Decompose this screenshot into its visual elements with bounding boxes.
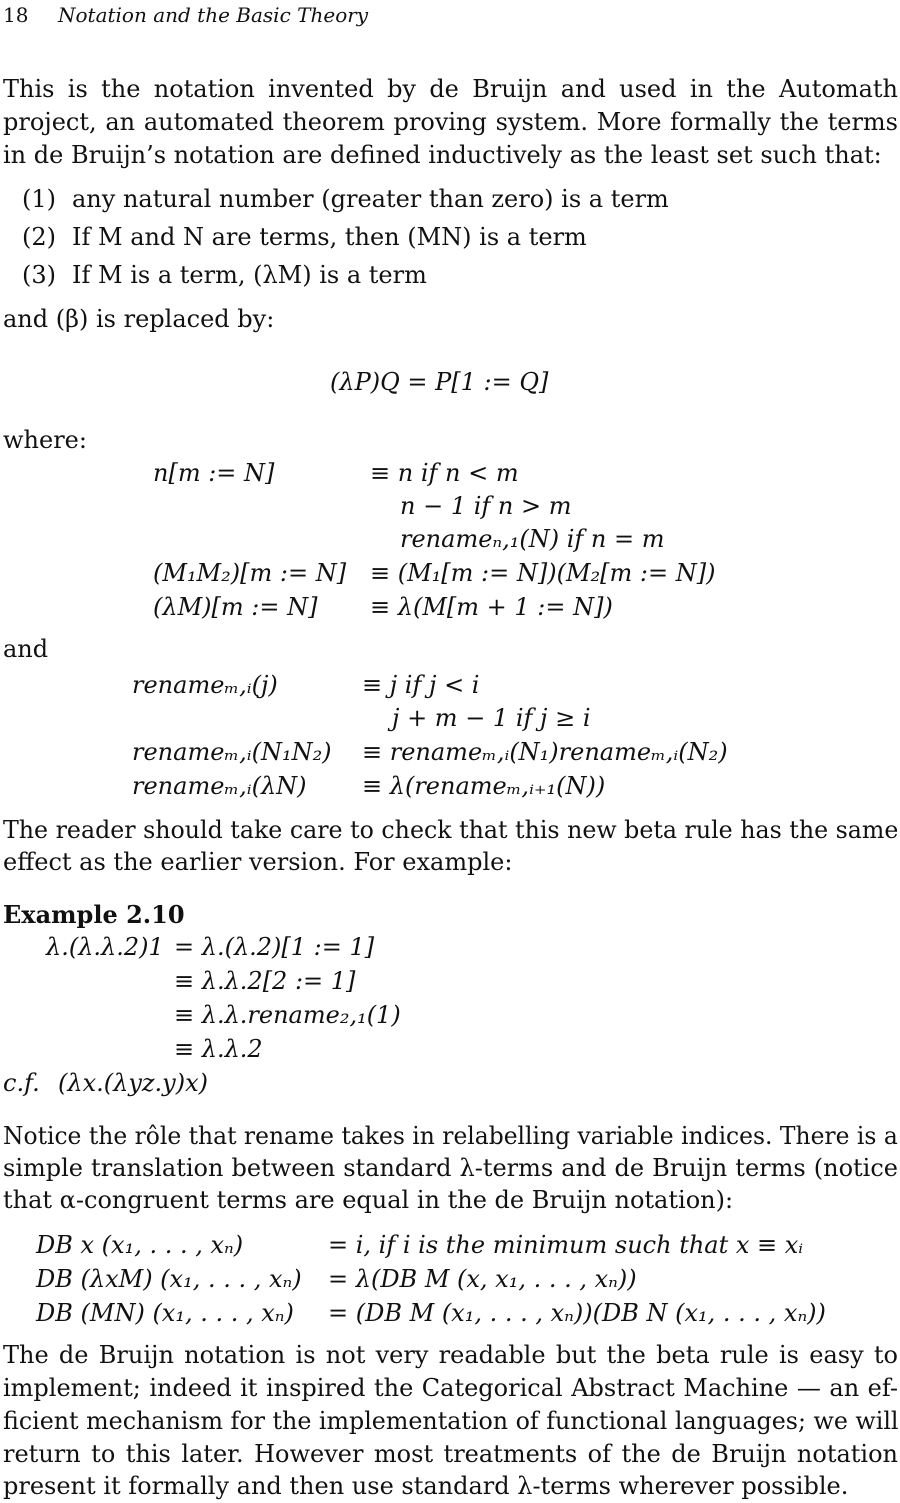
rename-def-rhs: ≡ renameₘ,ᵢ(N₁)renameₘ,ᵢ(N₂) [362,738,728,766]
example-step: ≡ λ.λ.rename₂,₁(1) [174,1001,401,1029]
rename-def-rhs: ≡ j if j < i [362,671,480,699]
db-def-rhs: = λ(DB M (x, x₁, . . . , xₙ)) [328,1265,637,1293]
list-item: any natural number (greater than zero) is a term [72,185,669,213]
final-line: present it formally and then use standard λ-terms wherever possible. [3,1472,849,1500]
where-label: where: [3,426,87,454]
cf-term: (λx.(λyz.y)x) [58,1069,208,1097]
intro-line: in de Bruijn’s notation are defined inductively as the least set such that: [3,141,882,169]
notice-line: simple translation between standard λ-terms and de Bruijn terms (notice [3,1154,898,1182]
rename-def-lhs: renameₘ,ᵢ(j) [132,671,278,699]
and-label: and [3,635,49,663]
beta-intro: and (β) is replaced by: [3,305,275,333]
db-def-lhs: DB (λxM) (x₁, . . . , xₙ) [36,1265,302,1293]
db-def-rhs: = (DB M (x₁, . . . , xₙ))(DB N (x₁, . . . , xₙ)) [328,1299,826,1327]
notice-line: Notice the rôle that rename takes in relabelling variable indices. There is a [3,1122,898,1150]
subst-def-rhs: ≡ n if n < m [370,459,519,487]
db-def-lhs: DB x (x₁, . . . , xₙ) [36,1231,244,1259]
example-step: ≡ λ.λ.2 [174,1035,263,1063]
page-number: 18 [3,3,29,27]
intro-line: This is the notation invented by de Bruijn and used in the Automath [3,75,898,103]
subst-def-lhs: (λM)[m := N] [153,593,318,621]
final-line: return to this later. However most treatments of the de Bruijn notation [3,1440,898,1468]
subst-def-lhs: n[m := N] [153,459,275,487]
example-step: = λ.(λ.2)[1 := 1] [174,933,375,961]
final-line: implement; indeed it inspired the Categorical Abstract Machine — an ef- [3,1374,898,1402]
rename-def-rhs: j + m − 1 if j ≥ i [392,704,591,732]
list-item-number: (2) [22,223,56,251]
list-item: If M and N are terms, then (MN) is a term [72,223,587,251]
rename-def-lhs: renameₘ,ᵢ(λN) [132,772,307,800]
subst-def-lhs: (M₁M₂)[m := N] [153,559,347,587]
notice-line: that α-congruent terms are equal in the de Bruijn notation): [3,1186,734,1214]
final-line: ficient mechanism for the implementation of functional languages; we will [3,1407,899,1435]
example-lhs: λ.(λ.λ.2)1 [46,933,164,961]
final-line: The de Bruijn notation is not very readable but the beta rule is easy to [3,1341,898,1369]
cf-label: c.f. [3,1069,40,1097]
subst-def-rhs: ≡ (M₁[m := N])(M₂[m := N]) [370,559,716,587]
intro-line: project, an automated theorem proving system. More formally the terms [3,108,898,136]
example-step: ≡ λ.λ.2[2 := 1] [174,967,356,995]
reader-line: The reader should take care to check that this new beta rule has the same [3,816,899,844]
db-def-rhs: = i, if i is the minimum such that x ≡ xᵢ [328,1231,804,1259]
beta-rule: (λP)Q = P[1 := Q] [330,368,549,396]
subst-def-rhs: n − 1 if n > m [400,492,572,520]
reader-line: effect as the earlier version. For example: [3,848,513,876]
subst-def-rhs: renameₙ,₁(N) if n = m [400,525,665,553]
rename-def-rhs: ≡ λ(renameₘ,ᵢ₊₁(N)) [362,772,606,800]
running-title: Notation and the Basic Theory [58,3,369,27]
list-item: If M is a term, (λM) is a term [72,261,427,289]
rename-def-lhs: renameₘ,ᵢ(N₁N₂) [132,738,332,766]
subst-def-rhs: ≡ λ(M[m + 1 := N]) [370,593,613,621]
example-title: Example 2.10 [3,900,185,929]
db-def-lhs: DB (MN) (x₁, . . . , xₙ) [36,1299,294,1327]
list-item-number: (3) [22,261,56,289]
list-item-number: (1) [22,185,56,213]
